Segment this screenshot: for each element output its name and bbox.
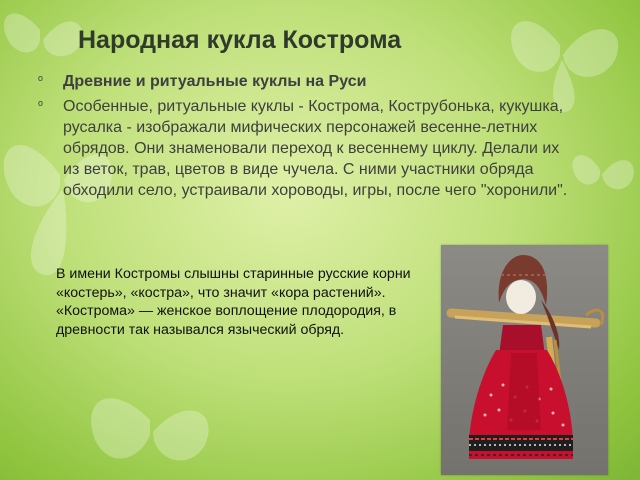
bullet-marker: ᵒ <box>38 97 43 112</box>
doll-photo <box>441 245 608 475</box>
bullet-marker: ᵒ <box>38 72 43 87</box>
doll-head <box>506 280 536 314</box>
embroidered-hem <box>469 435 573 451</box>
kostroma-doll-image <box>441 245 608 475</box>
slide-title: Народная кукла Кострома <box>78 26 402 54</box>
subheading: Древние и ритуальные куклы на Руси <box>63 73 367 90</box>
butterfly-icon <box>4 13 82 56</box>
apron <box>507 353 541 430</box>
caption-text: В имени Костромы слышны старинные русские корни «костерь», «костра», что значит «кора растений». «Кострома» — женское воплощение плодородия, в древности так назывался языческий обряд. <box>56 266 411 338</box>
butterfly-icon <box>91 398 209 460</box>
butterfly-icon <box>572 155 634 189</box>
body-paragraph: Особенные, ритуальные куклы - Кострома, Кострубонька, кукушка, русалка - изображали мифических персонажей весенне-летних обрядов. Они знаменовали переход к весеннему циклу. Делали их из веток, трав, цветов в виде чучела. С ними участники обряда обходили село, устраивали хороводы, игры, после чего "хоронили". <box>63 98 568 199</box>
